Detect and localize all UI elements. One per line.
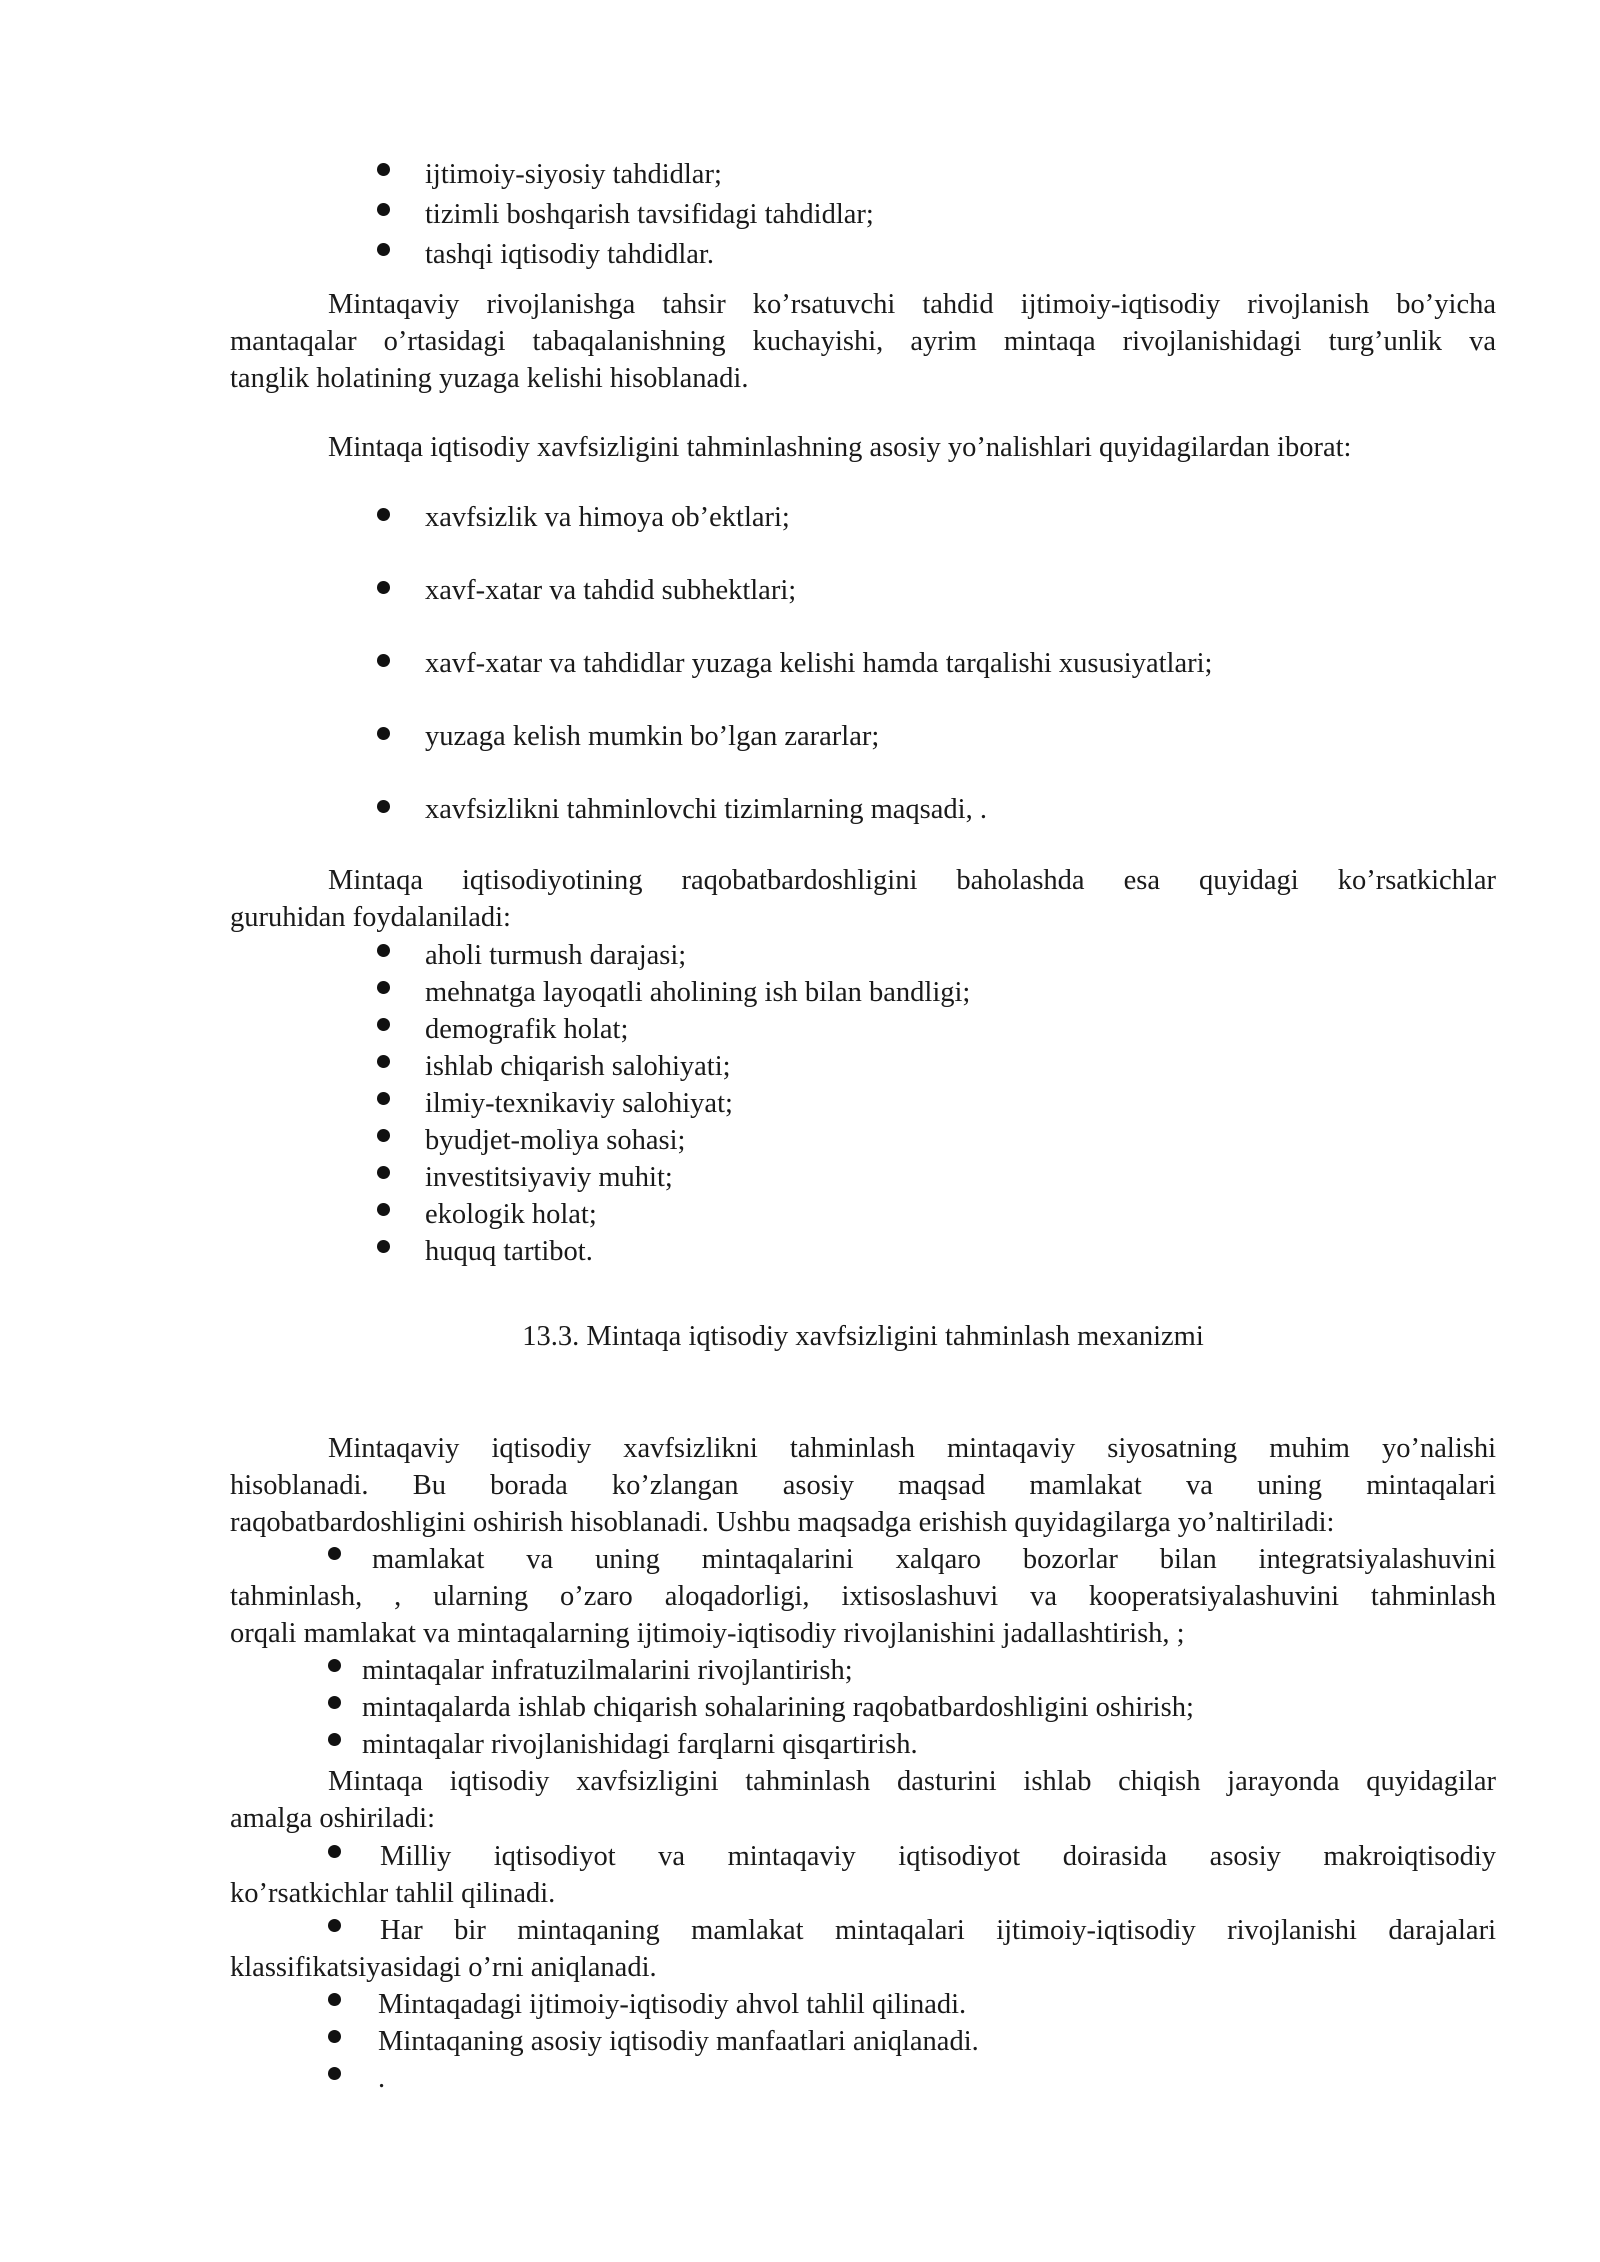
list-item-continuation: tahminlash, , ularning o’zaro aloqadorligi, ixtisoslashuvi va kooperatsiyalashuvini tahminlash xyxy=(230,1581,1496,1612)
bullet-dot xyxy=(377,203,390,216)
list-item: ekologik holat; xyxy=(425,1199,597,1230)
list-item: aholi turmush darajasi; xyxy=(425,940,687,971)
paragraph-line: Mintaqa iqtisodiy xavfsizligini tahminlash dasturini ishlab chiqish jarayonda quyidagilar xyxy=(328,1766,1496,1797)
list-item: huquq tartibot. xyxy=(425,1236,593,1267)
section-heading: 13.3. Mintaqa iqtisodiy xavfsizligini tahminlash mexanizmi xyxy=(522,1321,1204,1352)
paragraph-line: tanglik holatining yuzaga kelishi hisoblanadi. xyxy=(230,363,749,394)
list-item: xavfsizlik va himoya ob’ektlari; xyxy=(425,502,790,533)
bullet-dot xyxy=(377,727,390,740)
bullet-dot xyxy=(328,1919,341,1932)
list-item-continuation: orqali mamlakat va mintaqalarning ijtimoiy-iqtisodiy rivojlanishini jadallashtirish, ; xyxy=(230,1618,1185,1649)
list-item: mintaqalarda ishlab chiqarish sohalarining raqobatbardoshligini oshirish; xyxy=(362,1692,1194,1723)
bullet-dot xyxy=(377,1055,390,1068)
bullet-dot xyxy=(377,581,390,594)
bullet-dot xyxy=(377,508,390,521)
list-item: ishlab chiqarish salohiyati; xyxy=(425,1051,731,1082)
list-item: tizimli boshqarish tavsifidagi tahdidlar; xyxy=(425,199,874,230)
list-item: tashqi iqtisodiy tahdidlar. xyxy=(425,239,714,270)
bullet-dot xyxy=(377,800,390,813)
bullet-dot xyxy=(377,243,390,256)
list-item: Milliy iqtisodiyot va mintaqaviy iqtisodiyot doirasida asosiy makroiqtisodiy xyxy=(380,1841,1496,1872)
bullet-dot xyxy=(328,1993,341,2006)
list-item: Har bir mintaqaning mamlakat mintaqalari ijtimoiy-iqtisodiy rivojlanishi darajalari xyxy=(380,1915,1496,1946)
bullet-dot xyxy=(377,1166,390,1179)
paragraph-line: Mintaqa iqtisodiy xavfsizligini tahminlashning asosiy yo’nalishlari quyidagilardan iborat: xyxy=(328,432,1352,463)
paragraph-line: hisoblanadi. Bu borada ko’zlangan asosiy maqsad mamlakat va uning mintaqalari xyxy=(230,1470,1496,1501)
bullet-dot xyxy=(377,1018,390,1031)
bullet-dot xyxy=(377,1203,390,1216)
bullet-dot xyxy=(377,944,390,957)
list-item: xavfsizlikni tahminlovchi tizimlarning maqsadi, . xyxy=(425,794,987,825)
list-item: investitsiyaviy muhit; xyxy=(425,1162,673,1193)
bullet-dot xyxy=(328,2067,341,2080)
list-item: Mintaqadagi ijtimoiy-iqtisodiy ahvol tahlil qilinadi. xyxy=(378,1989,967,2020)
paragraph-line: raqobatbardoshligini oshirish hisoblanadi. Ushbu maqsadga erishish quyidagilarga yo’naltiriladi: xyxy=(230,1507,1335,1538)
list-item: ilmiy-texnikaviy salohiyat; xyxy=(425,1088,733,1119)
bullet-dot xyxy=(377,1129,390,1142)
list-item: mintaqalar rivojlanishidagi farqlarni qisqartirish. xyxy=(362,1729,918,1760)
bullet-dot xyxy=(377,654,390,667)
list-item: xavf-xatar va tahdid subhektlari; xyxy=(425,575,797,606)
list-item: yuzaga kelish mumkin bo’lgan zararlar; xyxy=(425,721,880,752)
list-item: xavf-xatar va tahdidlar yuzaga kelishi hamda tarqalishi xususiyatlari; xyxy=(425,648,1213,679)
list-item: mamlakat va uning mintaqalarini xalqaro bozorlar bilan integratsiyalashuvini xyxy=(372,1544,1496,1575)
bullet-dot xyxy=(377,163,390,176)
bullet-dot xyxy=(377,1092,390,1105)
list-item: demografik holat; xyxy=(425,1014,629,1045)
list-item: ijtimoiy-siyosiy tahdidlar; xyxy=(425,159,722,190)
bullet-dot xyxy=(328,1547,341,1560)
list-item: mehnatga layoqatli aholining ish bilan bandligi; xyxy=(425,977,971,1008)
paragraph-line: Mintaqaviy rivojlanishga tahsir ko’rsatuvchi tahdid ijtimoiy-iqtisodiy rivojlanish bo’yicha xyxy=(328,289,1496,320)
paragraph-line: Mintaqaviy iqtisodiy xavfsizlikni tahminlash mintaqaviy siyosatning muhim yo’nalishi xyxy=(328,1433,1496,1464)
bullet-dot xyxy=(328,1845,341,1858)
list-item: Mintaqaning asosiy iqtisodiy manfaatlari aniqlanadi. xyxy=(378,2026,979,2057)
paragraph-line: guruhidan foydalaniladi: xyxy=(230,902,511,933)
paragraph-line: mantaqalar o’rtasidagi tabaqalanishning kuchayishi, ayrim mintaqa rivojlanishidagi turg’unlik va xyxy=(230,326,1496,357)
bullet-dot xyxy=(328,1733,341,1746)
list-item: byudjet-moliya sohasi; xyxy=(425,1125,686,1156)
bullet-dot xyxy=(377,981,390,994)
list-item-continuation: ko’rsatkichlar tahlil qilinadi. xyxy=(230,1878,556,1909)
bullet-dot xyxy=(328,2030,341,2043)
paragraph-line: Mintaqa iqtisodiyotining raqobatbardoshligini baholashda esa quyidagi ko’rsatkichlar xyxy=(328,865,1496,896)
list-item: mintaqalar infratuzilmalarini rivojlantirish; xyxy=(362,1655,853,1686)
bullet-dot xyxy=(328,1696,341,1709)
bullet-dot xyxy=(328,1659,341,1672)
paragraph-line: amalga oshiriladi: xyxy=(230,1803,435,1834)
list-item: . xyxy=(378,2063,386,2094)
list-item-continuation: klassifikatsiyasidagi o’rni aniqlanadi. xyxy=(230,1952,657,1983)
bullet-dot xyxy=(377,1240,390,1253)
